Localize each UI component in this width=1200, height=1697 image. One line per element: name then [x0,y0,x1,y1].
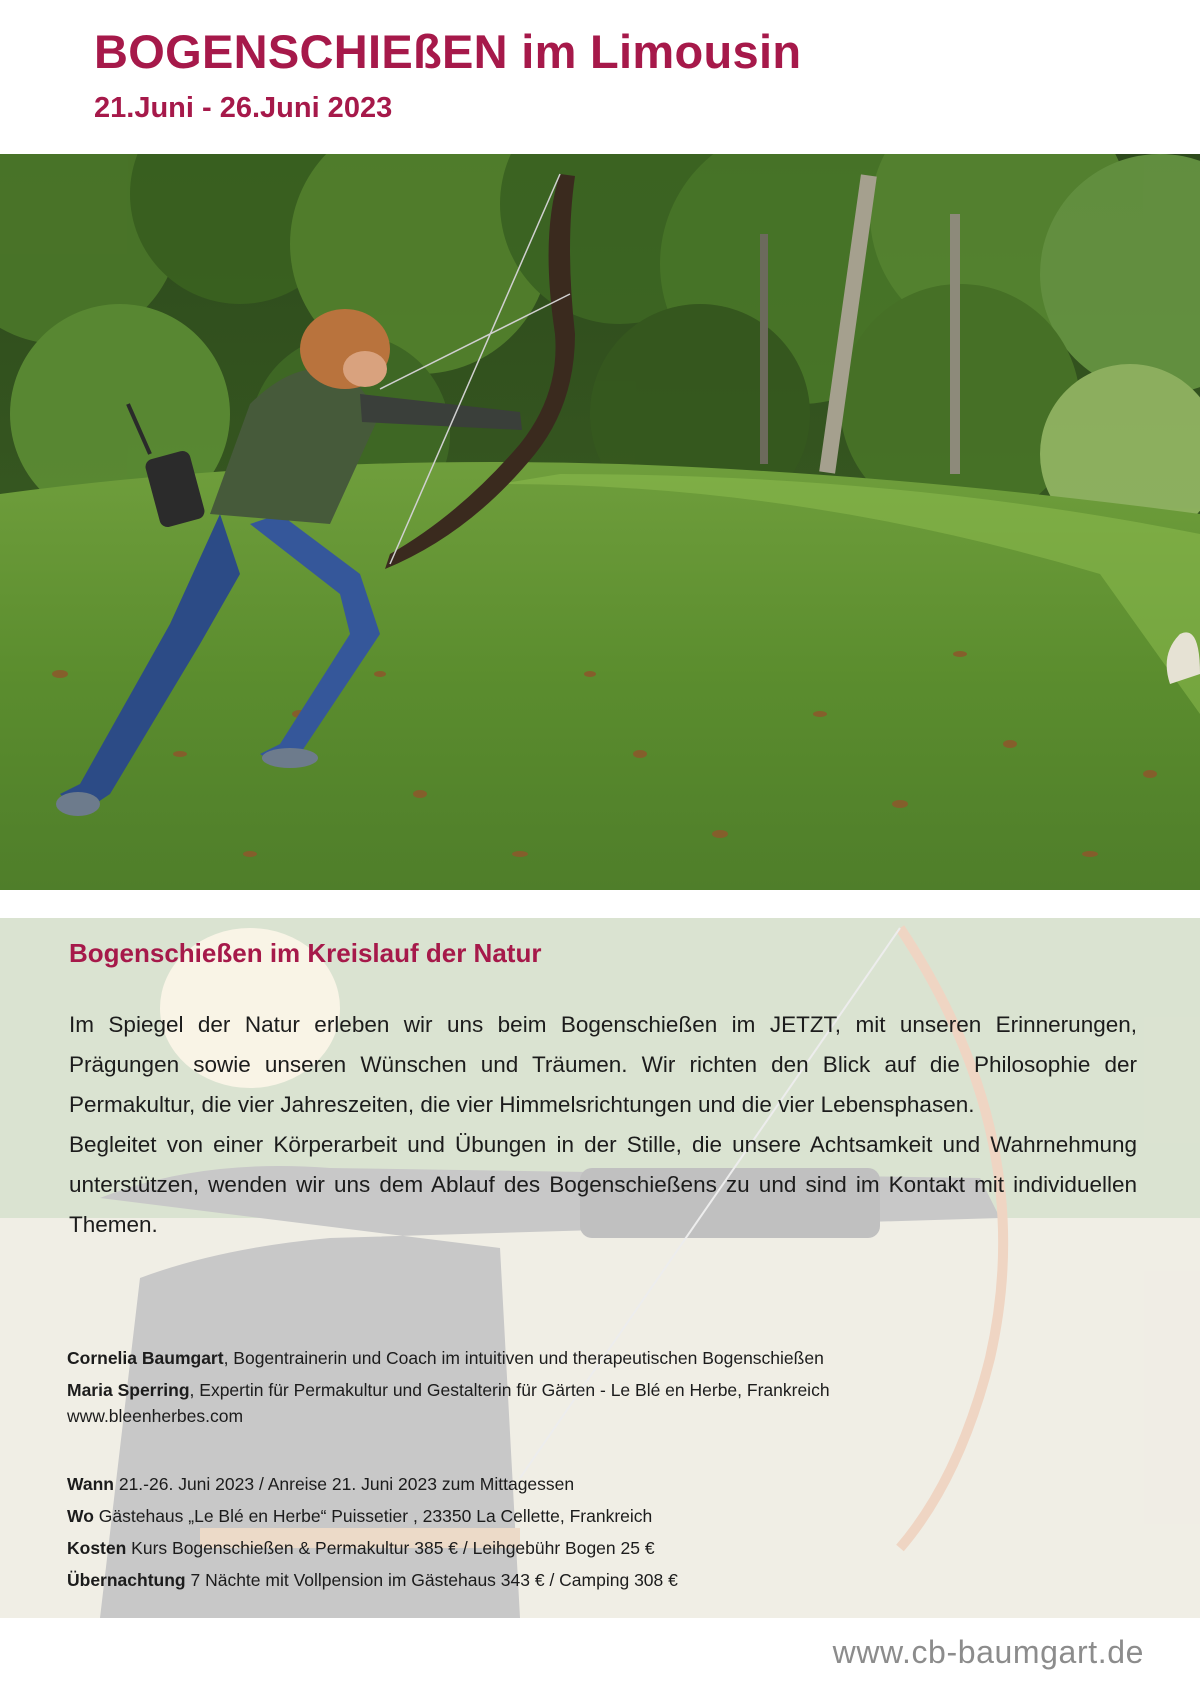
archer-photo-illustration [0,154,1200,890]
event-facts [67,1468,1147,1596]
section-heading: Bogenschießen im Kreislauf der Natur [69,938,542,968]
description-paragraph: Begleitet von einer Körperarbeit und Übungen in der Stille, die unsere Achtsamkeit und Wahrnehmung unterstützen, wenden wir uns dem Ablauf des Bogenschießens zu und sind im Kontakt mit individuellen Themen. [69,1132,1137,1237]
description-text [69,1005,1137,1245]
trainer-entry [67,1377,1147,1403]
fact-label: Kosten [67,1538,127,1558]
fact-label: Wo [67,1506,94,1526]
fact-label: Wann [67,1474,114,1494]
partner-website-link[interactable]: www.bleenherbes.com [67,1406,244,1426]
fact-value: Gästehaus „Le Blé en Herbe“ Puissetier , 23350 La Cellette, Frankreich [93,1506,653,1526]
trainer-name: Cornelia Baumgart [67,1348,224,1368]
fact-value: 7 Nächte mit Vollpension im Gästehaus 343 € / Camping 308 € [185,1570,678,1590]
page-title: BOGENSCHIEßEN im Limousin [94,25,802,78]
trainer-entry [67,1345,1147,1371]
trainer-name: Maria Sperring [67,1380,190,1400]
trainer-role: , Bogentrainerin und Coach im intuitiven und therapeutischen Bogenschießen [223,1348,824,1368]
event-dates: 21.Juni - 26.Juni 2023 [94,92,393,124]
description-paragraph: Im Spiegel der Natur erleben wir uns beim Bogenschießen im JETZT, mit unseren Erinnerungen, Prägungen sowie unseren Wünschen und Träumen. Wir richten den Blick auf die Philosophie der Permakultur, die vier Jahreszeiten, die vier Himmelsrichtungen und die vier Lebensphasen. [69,1012,1137,1117]
footer-website-link[interactable]: www.cb-baumgart.de [832,1634,1144,1670]
fact-when [67,1468,1147,1500]
fact-accommodation [67,1564,1147,1596]
fact-cost [67,1532,1147,1564]
fact-value: 21.-26. Juni 2023 / Anreise 21. Juni 2023 zum Mittagessen [113,1474,575,1494]
fact-where [67,1500,1147,1532]
archer-photo [0,154,1200,890]
fact-value: Kurs Bogenschießen & Permakultur 385 € / Leihgebühr Bogen 25 € [126,1538,655,1558]
trainers-list [67,1345,1147,1435]
trainer-role: , Expertin für Permakultur und Gestalterin für Gärten - Le Blé en Herbe, Frankreich [189,1380,830,1400]
fact-label: Übernachtung [67,1570,186,1590]
